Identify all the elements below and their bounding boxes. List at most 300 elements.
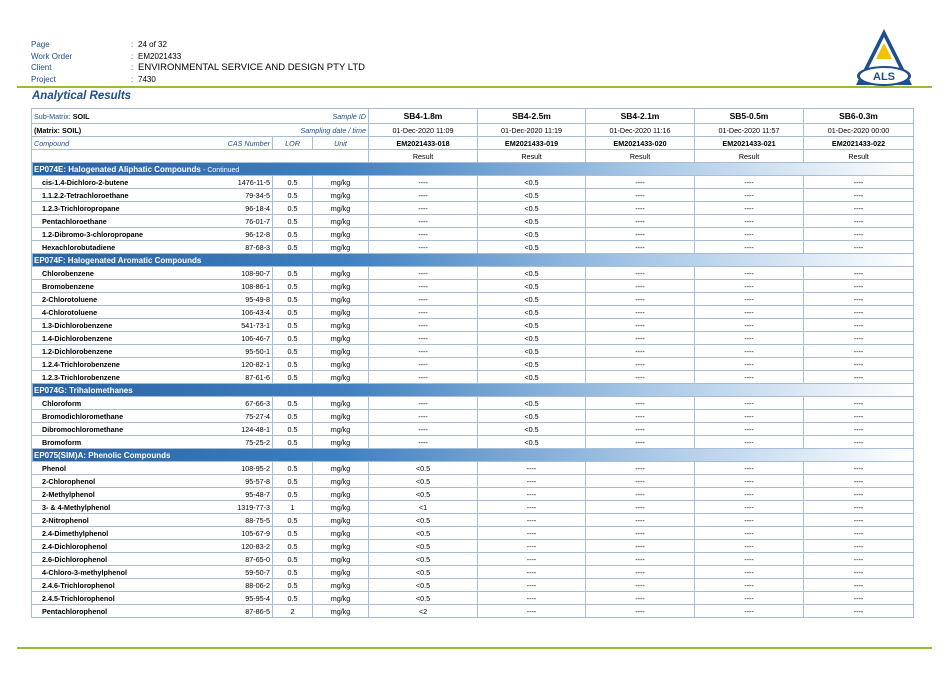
lor-value: 0.5 [273, 423, 313, 436]
logo-text: ALS [873, 71, 895, 83]
result-cell: ---- [804, 566, 914, 579]
section-header [32, 449, 914, 462]
result-cell: ---- [804, 293, 914, 306]
result-cell: ---- [804, 514, 914, 527]
top-divider [17, 86, 932, 88]
result-cell: ---- [369, 397, 478, 410]
cas-number: 88-75-5 [216, 514, 273, 527]
result-cell: <0.5 [478, 397, 586, 410]
result-cell: <0.5 [478, 358, 586, 371]
result-label: Result [369, 150, 478, 163]
result-cell: <0.5 [478, 280, 586, 293]
result-cell: ---- [586, 358, 695, 371]
result-cell: ---- [586, 410, 695, 423]
result-cell: <0.5 [478, 410, 586, 423]
lor-value: 0.5 [273, 436, 313, 449]
project-value: 7430 [138, 74, 156, 84]
result-cell: ---- [804, 358, 914, 371]
result-cell: ---- [369, 241, 478, 254]
result-cell: <0.5 [478, 423, 586, 436]
result-cell: <0.5 [478, 319, 586, 332]
compound-name: 2.4.6-Trichlorophenol [32, 579, 216, 592]
result-cell: ---- [369, 189, 478, 202]
result-cell: ---- [804, 488, 914, 501]
result-cell: ---- [369, 293, 478, 306]
page-label: Page [31, 40, 50, 49]
result-cell: ---- [478, 566, 586, 579]
table-row [32, 566, 914, 579]
cas-number: 76-01-7 [216, 215, 273, 228]
compound-name: 2-Nitrophenol [32, 514, 216, 527]
table-row [32, 358, 914, 371]
unit-value: mg/kg [313, 332, 369, 345]
bottom-divider [17, 647, 932, 649]
unit-value: mg/kg [313, 462, 369, 475]
sample-id-label: Sample ID [332, 111, 366, 121]
result-cell: ---- [586, 475, 695, 488]
result-label: Result [804, 150, 914, 163]
sampling-date: 01-Dec-2020 11:19 [478, 124, 586, 137]
result-cell: ---- [478, 592, 586, 605]
lab-id: EM2021433-018 [369, 137, 478, 150]
lor-value: 0.5 [273, 540, 313, 553]
result-cell: ---- [586, 527, 695, 540]
result-cell: ---- [586, 462, 695, 475]
lor-value: 0.5 [273, 267, 313, 280]
cas-number: 108-95-2 [216, 462, 273, 475]
cas-number: 87-65-0 [216, 553, 273, 566]
compound-name: Phenol [32, 462, 216, 475]
lor-value: 0.5 [273, 579, 313, 592]
result-cell: ---- [586, 202, 695, 215]
cas-number: 120-83-2 [216, 540, 273, 553]
table-row [32, 605, 914, 618]
cas-number: 87-61-6 [216, 371, 273, 384]
table-row [32, 267, 914, 280]
colon: : [131, 74, 134, 84]
cas-number: 75-25-2 [216, 436, 273, 449]
section-title: EP074E: Halogenated Aliphatic Compounds [34, 164, 201, 174]
table-row [32, 319, 914, 332]
result-cell: <0.5 [369, 488, 478, 501]
lor-value: 0.5 [273, 215, 313, 228]
result-cell: ---- [695, 293, 804, 306]
lor-value: 0.5 [273, 410, 313, 423]
client-label: Client [31, 63, 52, 72]
project-label: Project [31, 74, 56, 84]
lor-value: 0.5 [273, 332, 313, 345]
unit-value: mg/kg [313, 371, 369, 384]
table-row [32, 488, 914, 501]
result-cell: ---- [586, 241, 695, 254]
unit-value: mg/kg [313, 319, 369, 332]
result-cell: ---- [804, 436, 914, 449]
table-row [32, 189, 914, 202]
result-cell: ---- [695, 592, 804, 605]
lab-id: EM2021433-021 [695, 137, 804, 150]
unit-value: mg/kg [313, 501, 369, 514]
result-cell: ---- [586, 306, 695, 319]
result-cell: ---- [369, 332, 478, 345]
result-cell: ---- [369, 306, 478, 319]
result-cell: ---- [478, 540, 586, 553]
cas-number: 95-50-1 [216, 345, 273, 358]
result-cell: <0.5 [478, 189, 586, 202]
compound-name: 2-Chlorophenol [32, 475, 216, 488]
result-cell: <0.5 [369, 553, 478, 566]
sample-id: SB4-1.8m [369, 109, 478, 124]
lor-value: 0.5 [273, 319, 313, 332]
sample-id: SB4-2.1m [586, 109, 695, 124]
sampling-date: 01-Dec-2020 11:57 [695, 124, 804, 137]
result-cell: ---- [586, 436, 695, 449]
cas-number: 124-48-1 [216, 423, 273, 436]
result-cell: <0.5 [369, 579, 478, 592]
result-cell: ---- [804, 280, 914, 293]
lor-value: 2 [273, 605, 313, 618]
result-cell: ---- [369, 358, 478, 371]
result-cell: ---- [804, 540, 914, 553]
table-row [32, 280, 914, 293]
sub-matrix-value: SOIL [72, 111, 90, 121]
result-label: Result [586, 150, 695, 163]
lor-value: 0.5 [273, 371, 313, 384]
result-cell: <0.5 [369, 462, 478, 475]
section-title: EP074F: Halogenated Aromatic Compounds [34, 255, 202, 265]
table-row [32, 579, 914, 592]
client-value: ENVIRONMENTAL SERVICE AND DESIGN PTY LTD [138, 62, 365, 73]
cas-number: 87-68-3 [216, 241, 273, 254]
lor-value: 0.5 [273, 241, 313, 254]
result-cell: ---- [695, 345, 804, 358]
compound-name: 1.4-Dichlorobenzene [32, 332, 216, 345]
result-cell: ---- [586, 592, 695, 605]
result-cell: ---- [478, 553, 586, 566]
header-labels [31, 39, 72, 85]
unit-value: mg/kg [313, 189, 369, 202]
unit-value: mg/kg [313, 228, 369, 241]
result-cell: <0.5 [478, 241, 586, 254]
compound-name: 2-Chlorotoluene [32, 293, 216, 306]
sampling-date: 01-Dec-2020 11:16 [586, 124, 695, 137]
result-cell: <0.5 [369, 566, 478, 579]
result-cell: ---- [804, 579, 914, 592]
result-cell: <0.5 [478, 228, 586, 241]
result-cell: ---- [804, 527, 914, 540]
compound-name: Dibromochloromethane [32, 423, 216, 436]
result-cell: ---- [369, 176, 478, 189]
work-order-value: EM2021433 [138, 51, 182, 61]
result-cell: ---- [586, 228, 695, 241]
result-cell: ---- [804, 228, 914, 241]
header-values [138, 39, 365, 85]
compound-name: 1.1.2.2-Tetrachloroethane [32, 189, 216, 202]
table-row [32, 215, 914, 228]
unit-value: mg/kg [313, 436, 369, 449]
sampling-date-label: Sampling date / time [300, 125, 366, 135]
cas-number: 108-86-1 [216, 280, 273, 293]
unit-value: mg/kg [313, 566, 369, 579]
lor-value: 0.5 [273, 397, 313, 410]
lor-value: 0.5 [273, 293, 313, 306]
result-cell: <0.5 [478, 371, 586, 384]
lor-value: 0.5 [273, 553, 313, 566]
result-cell: ---- [369, 436, 478, 449]
result-cell: ---- [586, 371, 695, 384]
result-cell: ---- [695, 462, 804, 475]
unit-value: mg/kg [313, 215, 369, 228]
result-cell: ---- [586, 488, 695, 501]
unit-value: mg/kg [313, 293, 369, 306]
unit-value: mg/kg [313, 423, 369, 436]
result-cell: ---- [695, 228, 804, 241]
result-cell: ---- [804, 592, 914, 605]
result-cell: ---- [695, 423, 804, 436]
lor-value: 0.5 [273, 566, 313, 579]
result-cell: ---- [695, 176, 804, 189]
result-cell: ---- [695, 280, 804, 293]
table-row [32, 475, 914, 488]
compound-name: Bromoform [32, 436, 216, 449]
table-row [32, 410, 914, 423]
result-cell: ---- [695, 319, 804, 332]
compound-name: 1.2.3-Trichlorobenzene [32, 371, 216, 384]
cas-number-label: CAS Number [227, 138, 270, 148]
cas-number: 1476-11-5 [216, 176, 273, 189]
result-cell: <0.5 [369, 540, 478, 553]
unit-value: mg/kg [313, 345, 369, 358]
result-cell: ---- [695, 501, 804, 514]
table-row [32, 202, 914, 215]
result-cell: ---- [695, 527, 804, 540]
result-cell: ---- [695, 202, 804, 215]
table-row [32, 462, 914, 475]
result-cell: ---- [586, 267, 695, 280]
unit-value: mg/kg [313, 527, 369, 540]
result-cell: ---- [586, 423, 695, 436]
result-cell: ---- [478, 501, 586, 514]
lor-value: 0.5 [273, 306, 313, 319]
result-cell: <0.5 [478, 436, 586, 449]
results-table [31, 108, 914, 618]
result-cell: <0.5 [478, 345, 586, 358]
compound-name: 2.4-Dichlorophenol [32, 540, 216, 553]
unit-value: mg/kg [313, 358, 369, 371]
compound-name: 2.6-Dichlorophenol [32, 553, 216, 566]
result-cell: ---- [695, 267, 804, 280]
cas-number: 108-90-7 [216, 267, 273, 280]
result-cell: <0.5 [478, 202, 586, 215]
unit-value: mg/kg [313, 397, 369, 410]
compound-name: 3- & 4-Methylphenol [32, 501, 216, 514]
page-title: Analytical Results [32, 90, 132, 102]
compound-name: 1.2.4-Trichlorobenzene [32, 358, 216, 371]
matrix-text: (Matrix: SOIL) [34, 125, 82, 135]
lor-value: 0.5 [273, 202, 313, 215]
lor-value: 0.5 [273, 280, 313, 293]
unit-value: mg/kg [313, 306, 369, 319]
result-cell: ---- [804, 475, 914, 488]
result-cell: ---- [804, 423, 914, 436]
lor-value: 0.5 [273, 345, 313, 358]
lor-value: 0.5 [273, 189, 313, 202]
result-cell: ---- [369, 319, 478, 332]
unit-value: mg/kg [313, 579, 369, 592]
result-cell: ---- [478, 527, 586, 540]
lor-value: 0.5 [273, 475, 313, 488]
result-cell: <0.5 [478, 306, 586, 319]
compound-name: Bromodichloromethane [32, 410, 216, 423]
unit-value: mg/kg [313, 540, 369, 553]
result-cell: ---- [586, 540, 695, 553]
result-cell: ---- [586, 189, 695, 202]
result-cell: ---- [586, 501, 695, 514]
result-cell: ---- [804, 553, 914, 566]
result-cell: ---- [804, 176, 914, 189]
result-cell: ---- [478, 579, 586, 592]
result-cell: ---- [586, 397, 695, 410]
result-label: Result [478, 150, 586, 163]
compound-label: Compound [34, 138, 70, 148]
result-cell: ---- [804, 345, 914, 358]
result-cell: ---- [804, 605, 914, 618]
compound-name: 1.2-Dichlorobenzene [32, 345, 216, 358]
result-cell: ---- [586, 514, 695, 527]
result-cell: ---- [369, 410, 478, 423]
sample-id: SB6-0.3m [804, 109, 914, 124]
unit-value: mg/kg [313, 410, 369, 423]
result-cell: ---- [369, 280, 478, 293]
table-row [32, 176, 914, 189]
lab-id: EM2021433-020 [586, 137, 695, 150]
compound-name: 2.4-Dimethylphenol [32, 527, 216, 540]
table-row [32, 592, 914, 605]
result-cell: ---- [804, 306, 914, 319]
result-cell: ---- [478, 475, 586, 488]
work-order-label: Work Order [31, 51, 73, 61]
unit-value: mg/kg [313, 475, 369, 488]
result-cell: ---- [586, 605, 695, 618]
section-title: EP075(SIM)A: Phenolic Compounds [34, 450, 171, 460]
cas-number: 95-48-7 [216, 488, 273, 501]
result-cell: ---- [695, 566, 804, 579]
colon: : [131, 40, 134, 49]
unit-value: mg/kg [313, 488, 369, 501]
compound-name: Bromobenzene [32, 280, 216, 293]
cas-number: 96-12-8 [216, 228, 273, 241]
result-cell: ---- [695, 553, 804, 566]
lor-value: 0.5 [273, 358, 313, 371]
unit-value: mg/kg [313, 241, 369, 254]
result-cell: ---- [586, 293, 695, 306]
cas-number: 105-67-9 [216, 527, 273, 540]
result-cell: ---- [804, 189, 914, 202]
lor-value: 0.5 [273, 228, 313, 241]
result-cell: ---- [695, 605, 804, 618]
lab-id: EM2021433-019 [478, 137, 586, 150]
cas-number: 96-18-4 [216, 202, 273, 215]
cas-number: 67-66-3 [216, 397, 273, 410]
result-cell: ---- [369, 228, 478, 241]
unit-value: mg/kg [313, 553, 369, 566]
result-cell: <0.5 [478, 293, 586, 306]
compound-name: 4-Chloro-3-methylphenol [32, 566, 216, 579]
result-cell: ---- [695, 358, 804, 371]
table-row [32, 501, 914, 514]
cas-number: 79-34-5 [216, 189, 273, 202]
cas-number: 106-46-7 [216, 332, 273, 345]
result-cell: <0.5 [369, 514, 478, 527]
lor-value: 1 [273, 501, 313, 514]
result-cell: ---- [804, 371, 914, 384]
result-cell: ---- [804, 332, 914, 345]
result-cell: <1 [369, 501, 478, 514]
table-row [32, 514, 914, 527]
section-header [32, 384, 914, 397]
colon: : [131, 51, 134, 61]
result-cell: ---- [695, 579, 804, 592]
page-value: 24 of 32 [138, 40, 167, 49]
lor-label: LOR [285, 138, 300, 148]
result-label-row [32, 150, 914, 163]
sampling-date: 01-Dec-2020 11:09 [369, 124, 478, 137]
result-cell: ---- [369, 345, 478, 358]
result-cell: <0.5 [478, 332, 586, 345]
result-cell: ---- [586, 579, 695, 592]
cas-number: 120-82-1 [216, 358, 273, 371]
result-cell: ---- [804, 462, 914, 475]
lor-value: 0.5 [273, 488, 313, 501]
result-cell: <0.5 [478, 176, 586, 189]
cas-number: 87-86-5 [216, 605, 273, 618]
result-cell: <0.5 [478, 267, 586, 280]
cas-number: 59-50-7 [216, 566, 273, 579]
sample-id: SB4-2.5m [478, 109, 586, 124]
table-row [32, 423, 914, 436]
cas-number: 1319-77-3 [216, 501, 273, 514]
compound-name: Pentachloroethane [32, 215, 216, 228]
table-row [32, 306, 914, 319]
result-cell: ---- [695, 397, 804, 410]
cas-number: 95-95-4 [216, 592, 273, 605]
cas-number: 95-57-8 [216, 475, 273, 488]
result-cell: ---- [804, 267, 914, 280]
lab-id-row [32, 137, 914, 150]
compound-name: cis-1.4-Dichloro-2-butene [32, 176, 216, 189]
table-row [32, 241, 914, 254]
cas-number: 88-06-2 [216, 579, 273, 592]
result-cell: ---- [695, 436, 804, 449]
result-cell: ---- [804, 397, 914, 410]
table-row [32, 371, 914, 384]
compound-name: Chlorobenzene [32, 267, 216, 280]
result-cell: ---- [478, 514, 586, 527]
header-colons [131, 39, 133, 85]
result-cell: <0.5 [369, 475, 478, 488]
sampling-date: 01-Dec-2020 00:00 [804, 124, 914, 137]
unit-value: mg/kg [313, 267, 369, 280]
unit-value: mg/kg [313, 514, 369, 527]
cas-number: 75-27-4 [216, 410, 273, 423]
result-cell: ---- [586, 280, 695, 293]
colon: : [131, 63, 134, 72]
table-row [32, 228, 914, 241]
result-cell: ---- [369, 371, 478, 384]
result-cell: ---- [695, 514, 804, 527]
result-cell: ---- [695, 488, 804, 501]
sampling-date-row [32, 124, 914, 137]
result-cell: <2 [369, 605, 478, 618]
